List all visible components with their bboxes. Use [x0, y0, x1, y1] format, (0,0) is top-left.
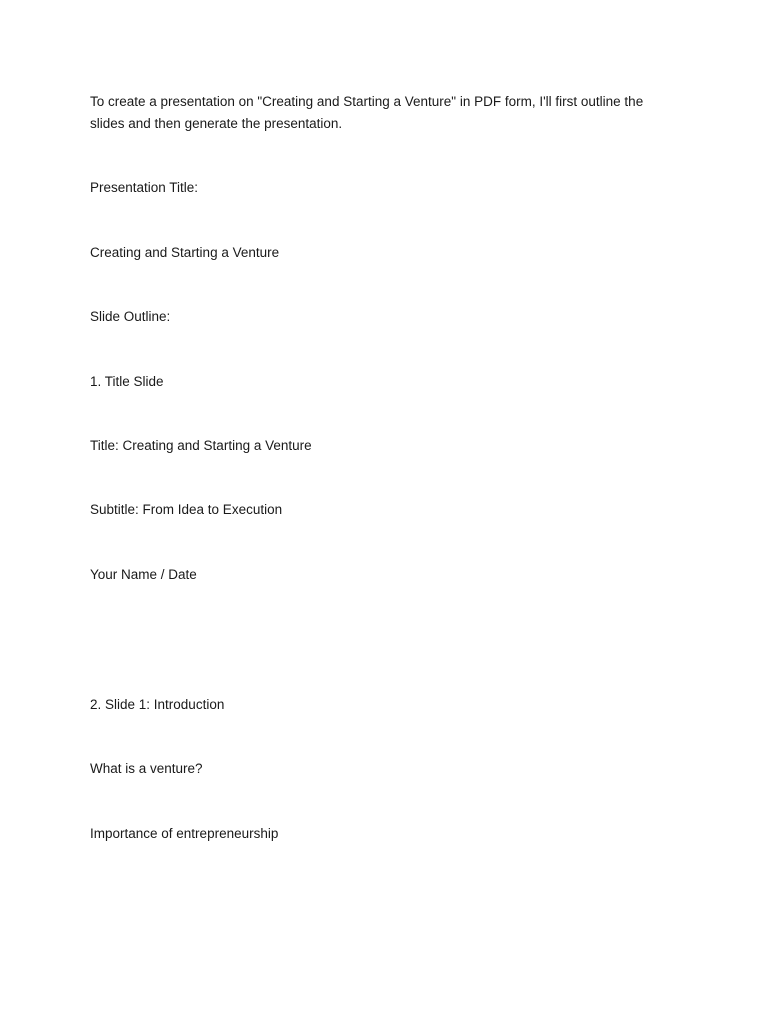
slide-outline-label: Slide Outline:: [90, 309, 171, 324]
outline-item-2-point-1: What is a venture?: [90, 761, 203, 776]
outline-item-2-point-2: Importance of entrepreneurship: [90, 826, 279, 841]
presentation-title-label: Presentation Title:: [90, 180, 199, 195]
outline-item-1-title: Title: Creating and Starting a Venture: [90, 438, 312, 453]
intro-paragraph: To create a presentation on "Creating and Starting a Venture" in PDF form, I'll first outline the slides and then generate the presentation.: [90, 94, 644, 131]
outline-item-2-heading: 2. Slide 1: Introduction: [90, 697, 225, 712]
outline-item-1-heading: 1. Title Slide: [90, 374, 164, 389]
outline-item-1-name-date: Your Name / Date: [90, 567, 197, 582]
outline-item-1-subtitle: Subtitle: From Idea to Execution: [90, 502, 283, 517]
presentation-title: Creating and Starting a Venture: [90, 245, 280, 260]
